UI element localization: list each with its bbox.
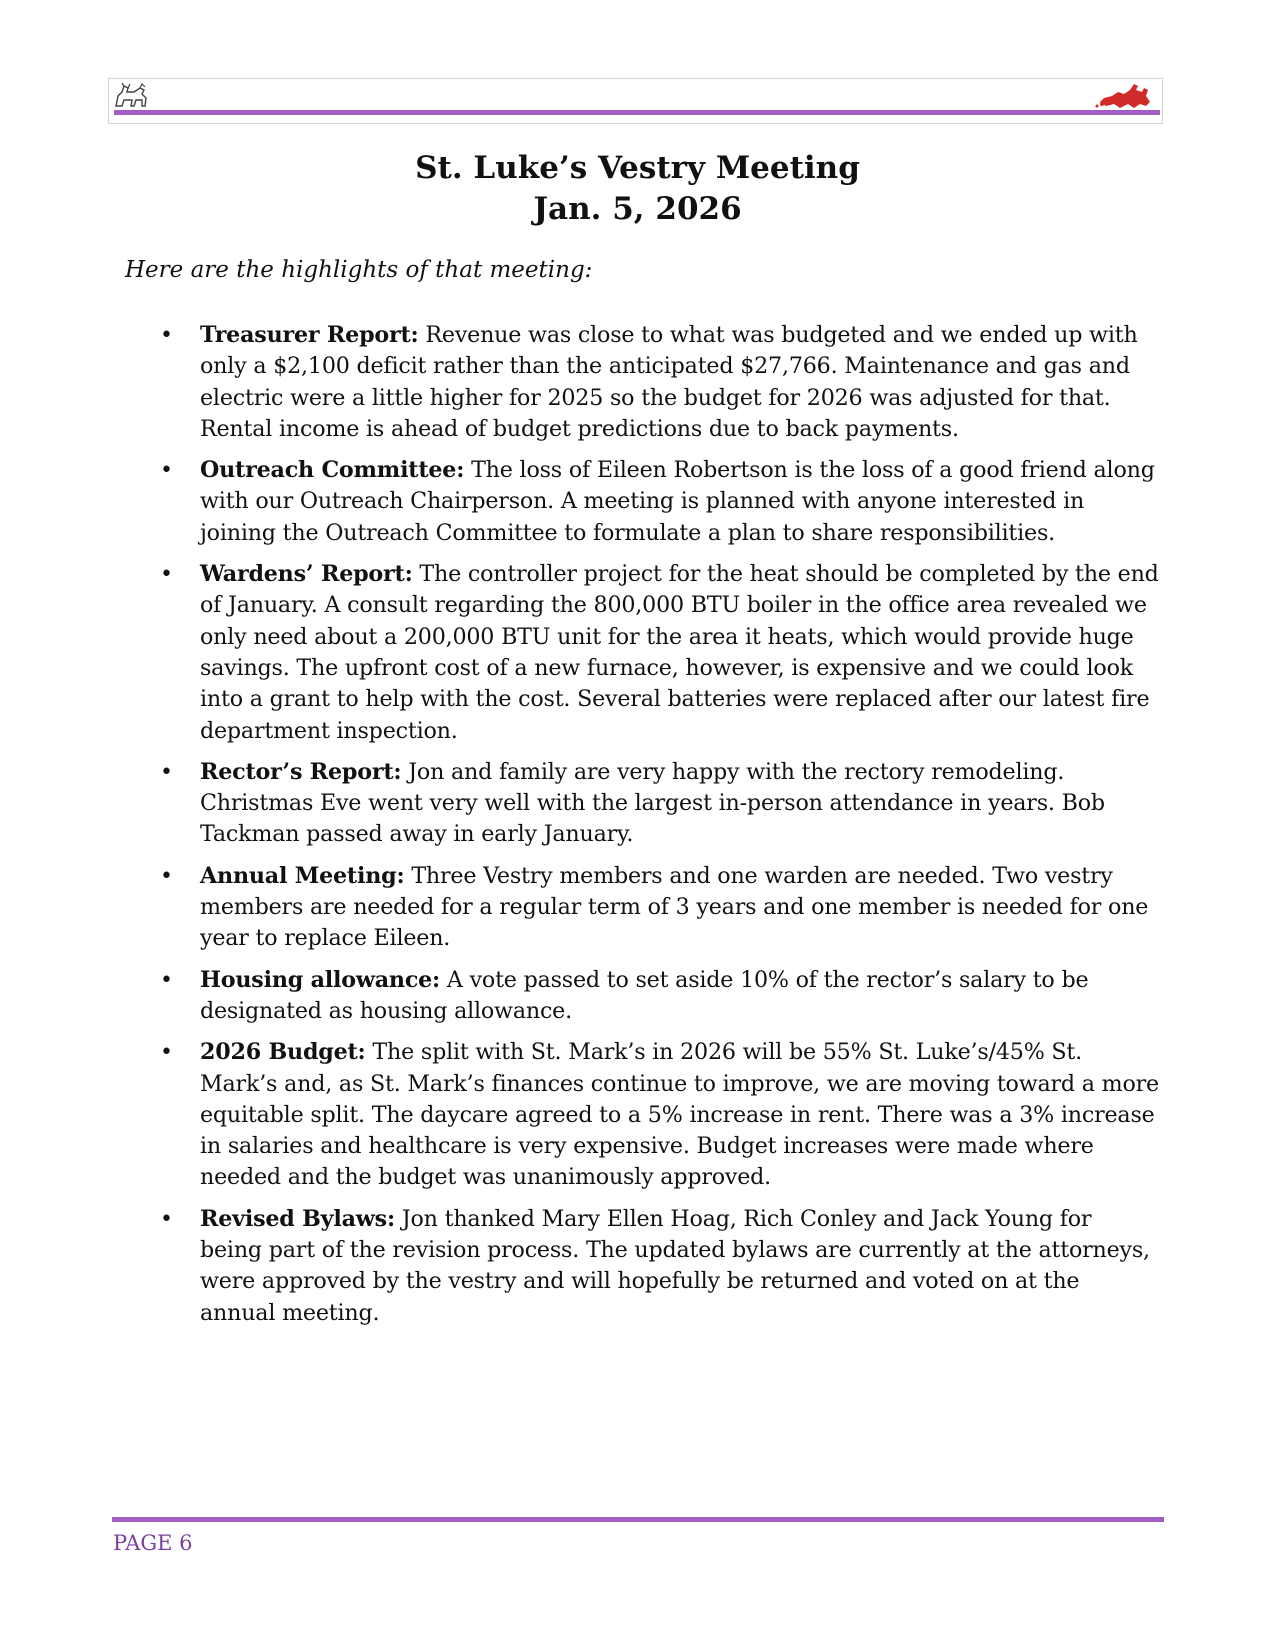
bullet-icon: • bbox=[160, 967, 173, 993]
bullet-icon: • bbox=[160, 323, 173, 348]
intro-text: Here are the highlights of that meeting: bbox=[125, 257, 593, 283]
list-item bbox=[160, 757, 1160, 851]
item-text: Jon and family are very happy with the rectory remodeling. Christmas Eve went very well with the largest in-person attendance in years. Bob Tackman passed away in early January. bbox=[200, 758, 1105, 848]
lion-emblem-icon bbox=[112, 82, 150, 112]
item-title: Wardens’ Report: bbox=[200, 561, 413, 588]
page-title: St. Luke’s Vestry Meeting bbox=[415, 150, 860, 186]
footer-divider bbox=[112, 1517, 1164, 1522]
red-ox-icon bbox=[1094, 80, 1154, 112]
item-text: The split with St. Mark’s in 2026 will be 55% St. Luke’s/45% St. Mark’s and, as St. Mark’s finances continue to improve, we are moving toward a more equitable split. The daycare agreed to a 5% increase in rent. There was a 3% increase in salaries and healthcare is very expensive. Budget increases were made where needed and the budget was unanimously approved. bbox=[200, 1039, 1159, 1191]
list-item bbox=[160, 1037, 1160, 1193]
item-title: Annual Meeting: bbox=[200, 862, 405, 889]
bullet-icon: • bbox=[160, 759, 173, 785]
item-text: Jon thanked Mary Ellen Hoag, Rich Conley and Jack Young for being part of the revision process. The updated bylaws are currently at the attorneys, were approved by the vestry and will hopefully be returned and voted on at the annual meeting. bbox=[200, 1205, 1150, 1326]
item-text: A vote passed to set aside 10% of the rector’s salary to be designated as housing allowance. bbox=[200, 966, 1089, 1024]
highlights-list bbox=[160, 320, 1160, 1339]
item-title: Revised Bylaws: bbox=[200, 1205, 395, 1232]
list-item bbox=[160, 455, 1160, 549]
list-item bbox=[160, 559, 1160, 747]
meeting-date: Jan. 5, 2026 bbox=[533, 191, 742, 227]
bullet-icon: • bbox=[160, 1040, 173, 1066]
header-frame bbox=[108, 78, 1163, 124]
item-title: Treasurer Report: bbox=[200, 322, 419, 348]
list-item bbox=[160, 965, 1160, 1028]
page-number: PAGE 6 bbox=[113, 1531, 193, 1555]
list-item bbox=[160, 320, 1160, 445]
bullet-icon: • bbox=[160, 458, 173, 484]
item-title: Housing allowance: bbox=[200, 966, 441, 993]
bullet-icon: • bbox=[160, 562, 173, 588]
item-text: Three Vestry members and one warden are needed. Two vestry members are needed for a regular term of 3 years and one member is needed for one year to replace Eileen. bbox=[200, 862, 1149, 952]
item-title: Outreach Committee: bbox=[200, 457, 465, 484]
item-title: Rector’s Report: bbox=[200, 758, 402, 785]
item-text: The controller project for the heat should be completed by the end of January. A consult regarding the 800,000 BTU boiler in the office area revealed we only need about a 200,000 BTU unit for the area it heats, which would provide huge savings. The upfront cost of a new furnace, however, is expensive and we could look into a grant to help with the cost. Several batteries were replaced after our latest fire department inspection. bbox=[200, 561, 1159, 744]
list-item bbox=[160, 1204, 1160, 1329]
item-text: The loss of Eileen Robertson is the loss of a good friend along with our Outreach Chairperson. A meeting is planned with anyone interested in joining the Outreach Committee to formulate a plan to share responsibilities. bbox=[200, 457, 1155, 546]
bullet-icon: • bbox=[160, 1206, 173, 1232]
item-title: 2026 Budget: bbox=[200, 1039, 366, 1066]
bullet-icon: • bbox=[160, 863, 173, 889]
list-item bbox=[160, 861, 1160, 955]
header-divider bbox=[114, 110, 1160, 115]
item-text: Revenue was close to what was budgeted and we ended up with only a $2,100 deficit rather than the anticipated $27,766. Maintenance and gas and electric were a little higher for 2025 so the budget for 2026 was adjusted for that. Rental income is ahead of budget predictions due to back payments. bbox=[200, 322, 1138, 442]
